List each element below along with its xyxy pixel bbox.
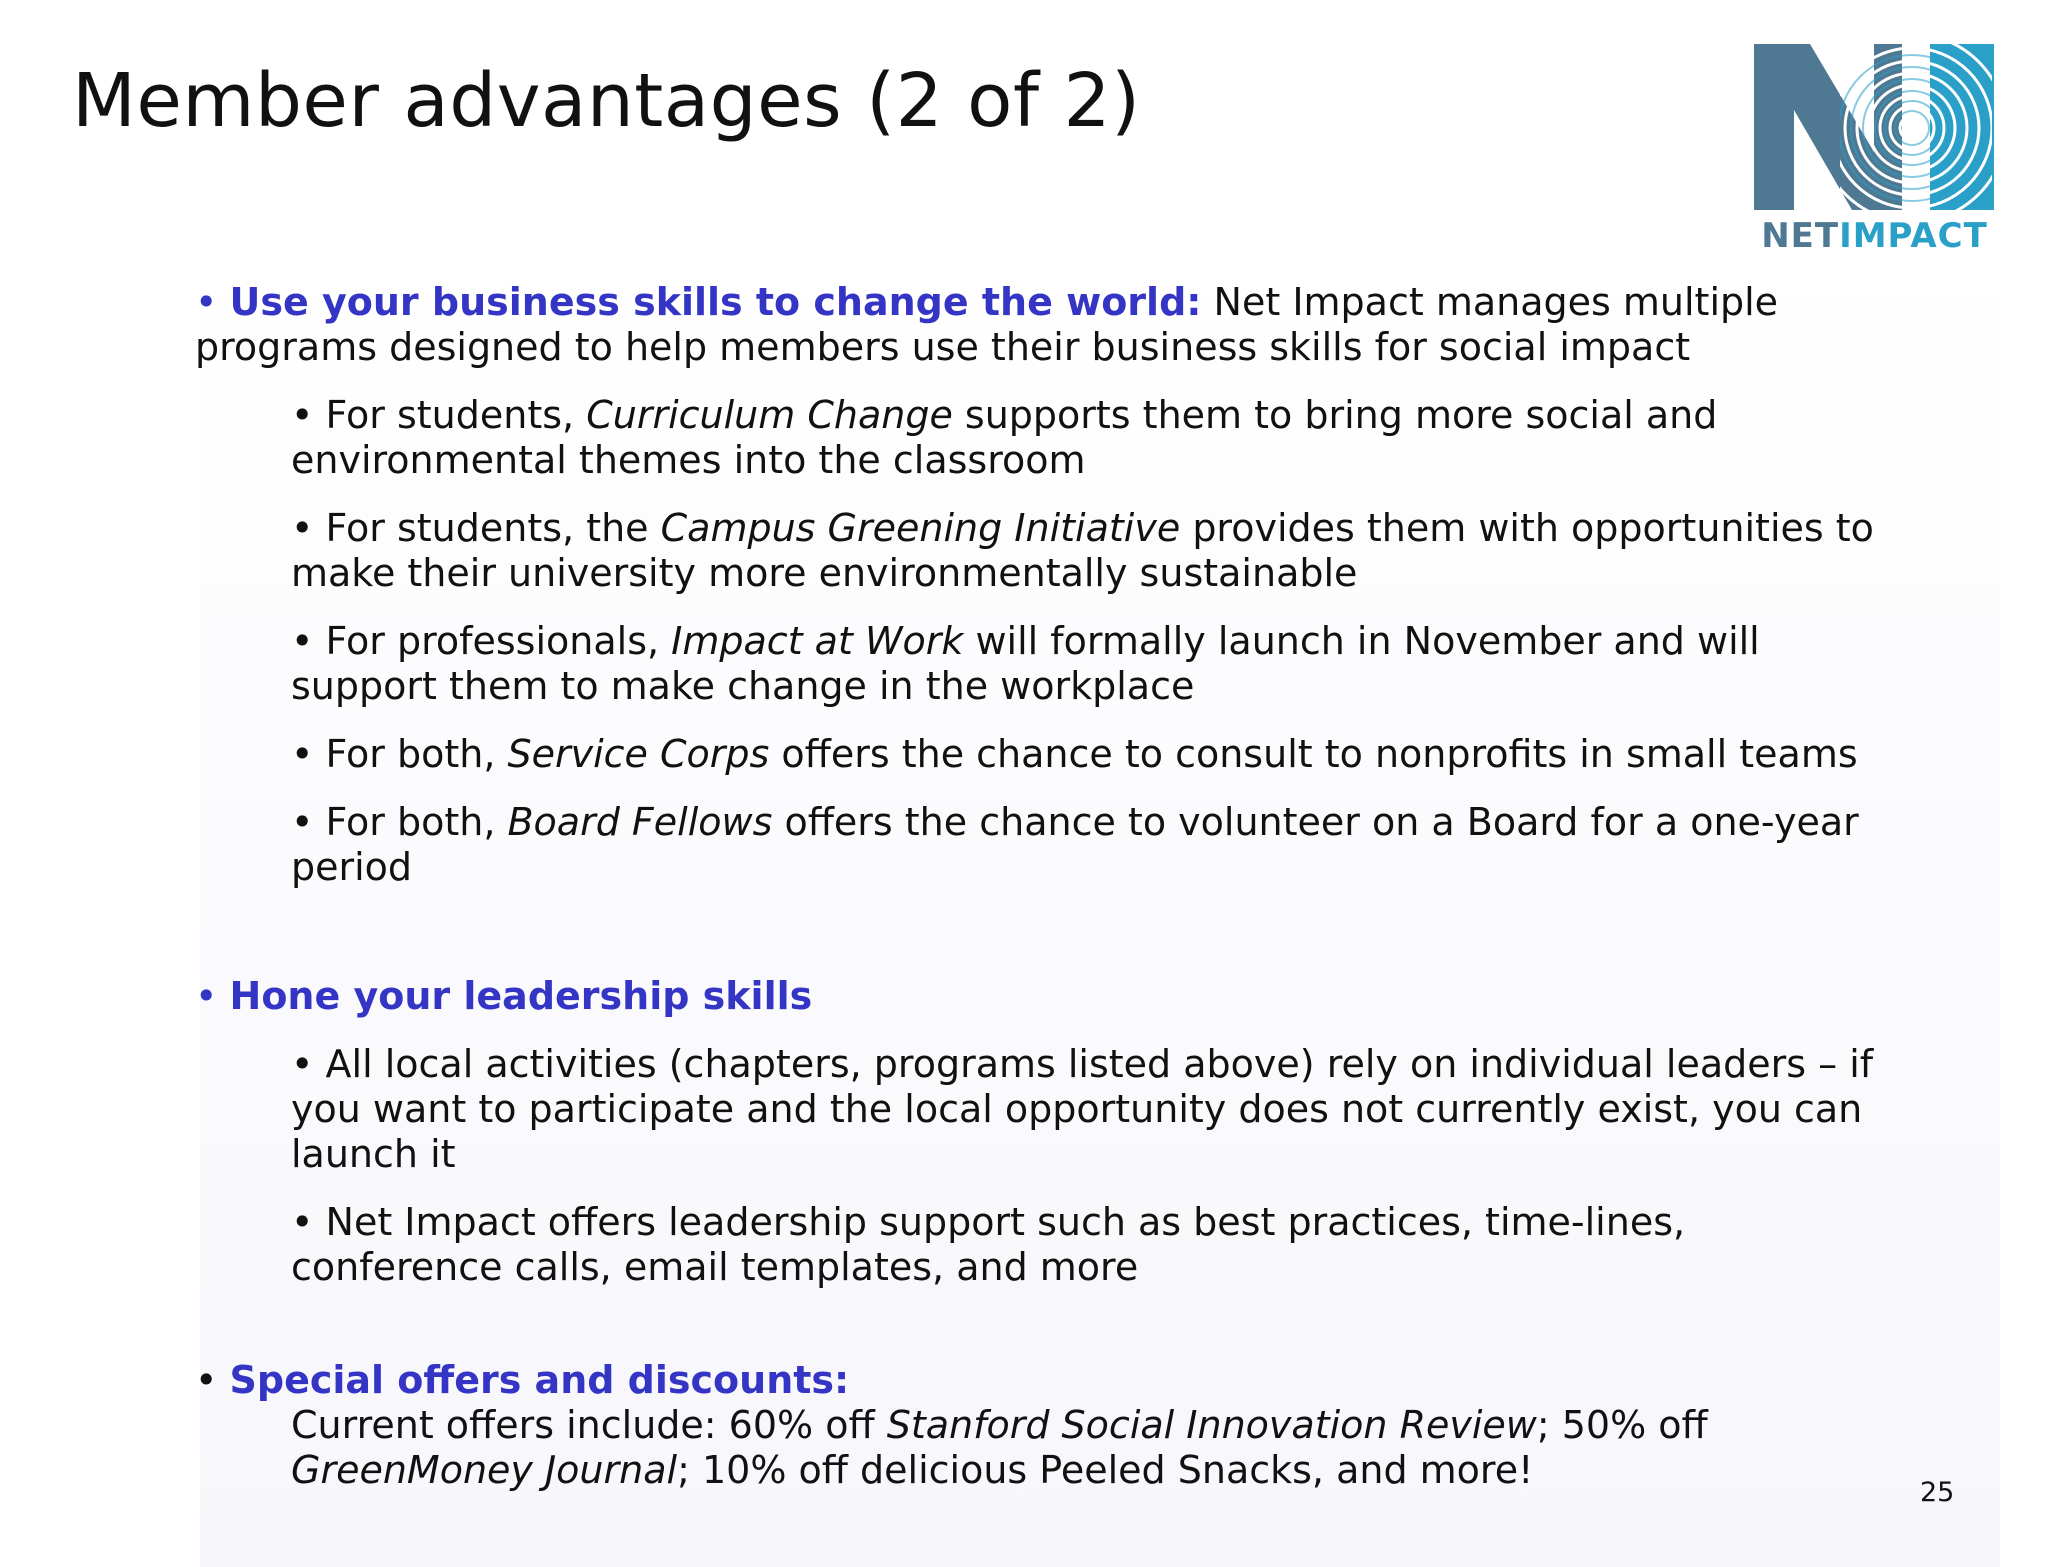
item-pre: For professionals, [325,619,672,663]
net-impact-logo [1752,42,2002,262]
offers-part: ; 10% off delicious Peeled Snacks, and more! [677,1448,1534,1492]
logo-word-impact: IMPACT [1839,216,1988,256]
program-name: Curriculum Change [586,393,953,437]
item-pre: For students, the [325,506,661,550]
list-item [291,1042,1891,1177]
section-text: Net Impact manages multiple programs designed to help members use their business skills for social impact [195,280,1779,369]
list-item [291,1200,1891,1290]
page-number: 25 [1920,1477,1955,1508]
item-text: Net Impact offers leadership support such as best practices, time-lines, conference calls, email templates, and more [291,1200,1686,1289]
publication-name: GreenMoney Journal [291,1448,678,1492]
bullet: • [291,800,314,844]
bullet: • [291,506,314,550]
net-impact-logo-mark [1752,42,1997,214]
item-text: All local activities (chapters, programs listed above) rely on individual leaders – if you want to participate and the local opportunity does not currently exist, you can launch it [291,1042,1874,1176]
bullet: • [291,393,314,437]
bullet: • [195,974,218,1018]
offers-part: ; 50% off [1536,1403,1708,1447]
item-post: offers the chance to consult to nonprofits in small teams [769,732,1858,776]
section-business-skills [195,280,1895,370]
offers-part: Current offers include: 60% off [291,1403,887,1447]
list-item [291,506,1891,596]
bullet: • [291,1042,314,1086]
logo-word-net: NET [1761,216,1840,256]
item-pre: For students, [325,393,587,437]
list-item [291,732,1891,777]
list-item [291,393,1891,483]
bullet: • [291,1200,314,1244]
slide-title: Member advantages (2 of 2) [72,58,1141,144]
item-post: supports them to bring more social and environmental themes into the classroom [291,393,1718,482]
list-item [291,619,1891,709]
bullet: • [291,619,314,663]
bullet: • [195,280,218,324]
program-name: Impact at Work [671,619,964,663]
section-heading: Hone your leadership skills [229,974,813,1018]
program-name: Board Fellows [507,800,773,844]
program-name: Service Corps [507,732,770,776]
slide-content [195,280,1895,1493]
section-heading: Special offers and discounts: [229,1358,850,1402]
program-name: Campus Greening Initiative [660,506,1181,550]
net-impact-logo-text [1752,216,1997,256]
section-heading: Use your business skills to change the world: [229,280,1202,324]
item-pre: For both, [325,800,508,844]
bullet: • [291,732,314,776]
section-leadership [195,974,1895,1019]
item-pre: For both, [325,732,508,776]
item-post: will formally launch in November and will support them to make change in the workplace [291,619,1760,708]
item-post: provides them with opportunities to make their university more environmentally sustainable [291,506,1874,595]
bullet: • [195,1358,218,1402]
publication-name: Stanford Social Innovation Review [886,1403,1537,1447]
section-special-offers [195,1358,1895,1403]
item-post: offers the chance to volunteer on a Board for a one-year period [291,800,1859,889]
offers-text [291,1403,1891,1493]
list-item [291,800,1891,890]
